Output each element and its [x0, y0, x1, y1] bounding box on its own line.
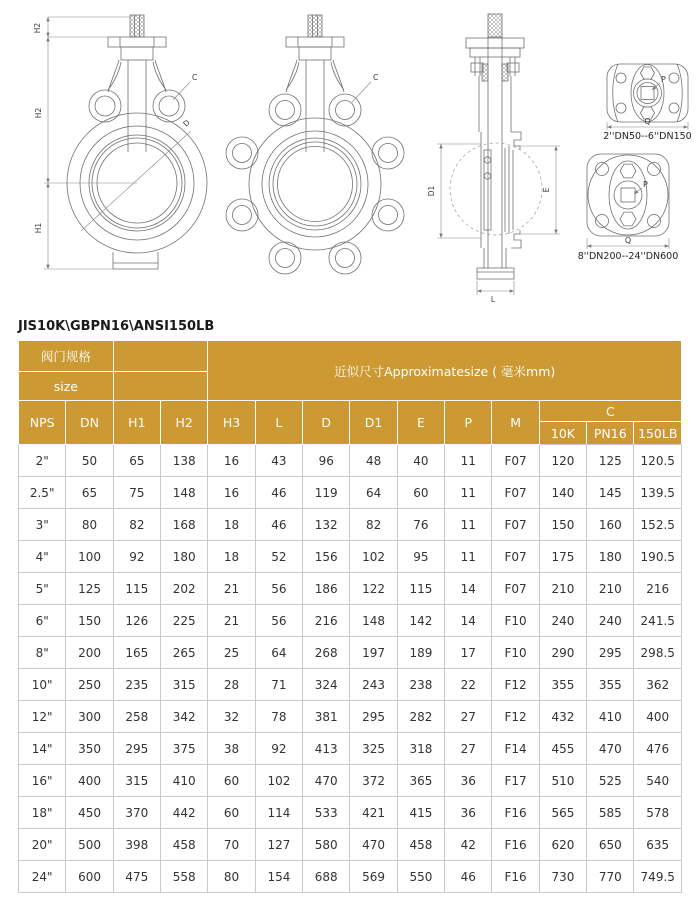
- col-header-h3: H3: [208, 401, 255, 445]
- table-cell: 28: [208, 669, 255, 701]
- table-cell: 14: [445, 605, 492, 637]
- table-cell: 48: [350, 445, 397, 477]
- col-header-dn: DN: [66, 401, 113, 445]
- table-cell: 450: [66, 797, 113, 829]
- wafer-valve-dimensions: [44, 17, 191, 269]
- table-cell: 17: [445, 637, 492, 669]
- table-cell: 80: [66, 509, 113, 541]
- table-cell: 295: [350, 701, 397, 733]
- header-empty-top: [113, 341, 208, 372]
- table-cell: F12: [492, 669, 539, 701]
- table-cell: 60: [397, 477, 444, 509]
- table-cell: 168: [161, 509, 208, 541]
- table-cell: 122: [350, 573, 397, 605]
- table-cell: 16: [208, 477, 255, 509]
- table-cell: 22: [445, 669, 492, 701]
- table-row: [19, 861, 682, 893]
- table-cell: 186: [303, 573, 350, 605]
- table-cell: 52: [255, 541, 302, 573]
- table-cell: 11: [445, 509, 492, 541]
- table-cell: F07: [492, 509, 539, 541]
- lug-valve-dimensions: [352, 82, 371, 102]
- table-cell: 50: [66, 445, 113, 477]
- table-cell: 36: [445, 765, 492, 797]
- table-cell: 65: [66, 477, 113, 509]
- table-cell: 32: [208, 701, 255, 733]
- table-cell: 476: [634, 733, 682, 765]
- table-cell: 125: [66, 573, 113, 605]
- table-cell: 298.5: [634, 637, 682, 669]
- table-cell: 14: [445, 573, 492, 605]
- table-row: [19, 669, 682, 701]
- wafer-valve-front-view: [67, 15, 207, 269]
- table-cell: 75: [113, 477, 160, 509]
- table-cell: 243: [350, 669, 397, 701]
- table-cell: 100: [66, 541, 113, 573]
- table-cell: 365: [397, 765, 444, 797]
- table-cell: 46: [445, 861, 492, 893]
- table-cell: 11: [445, 477, 492, 509]
- dim-label-e: E: [542, 187, 551, 193]
- table-cell: 140: [539, 477, 586, 509]
- table-cell: 175: [539, 541, 586, 573]
- table-cell: 295: [587, 637, 634, 669]
- table-cell: 240: [587, 605, 634, 637]
- table-cell: F10: [492, 605, 539, 637]
- table-cell: 80: [208, 861, 255, 893]
- table-cell: 38: [208, 733, 255, 765]
- table-cell: 152.5: [634, 509, 682, 541]
- col-header-d1: D1: [350, 401, 397, 445]
- table-cell: 400: [634, 701, 682, 733]
- table-cell: 190.5: [634, 541, 682, 573]
- table-cell: 578: [634, 797, 682, 829]
- table-cell: 200: [66, 637, 113, 669]
- col-header-10k: 10K: [539, 422, 586, 445]
- table-body: [19, 445, 682, 893]
- dim-label-h2-top: H2: [33, 22, 42, 34]
- table-cell: 550: [397, 861, 444, 893]
- table-cell: 282: [397, 701, 444, 733]
- table-cell: 165: [113, 637, 160, 669]
- table-cell: 265: [161, 637, 208, 669]
- table-cell: 82: [113, 509, 160, 541]
- table-cell: 56: [255, 573, 302, 605]
- table-title: JIS10K\GBPN16\ANSI150LB: [18, 319, 215, 334]
- technical-drawings: [0, 0, 700, 312]
- table-cell: 398: [113, 829, 160, 861]
- table-cell: F16: [492, 829, 539, 861]
- table-cell: 119: [303, 477, 350, 509]
- table-cell: 500: [66, 829, 113, 861]
- table-cell: 14": [19, 733, 66, 765]
- table-row: [19, 701, 682, 733]
- table-cell: 180: [587, 541, 634, 573]
- table-cell: 11: [445, 541, 492, 573]
- dim-label-d: D: [181, 117, 192, 129]
- table-cell: F07: [492, 573, 539, 605]
- table-cell: 400: [66, 765, 113, 797]
- table-cell: 470: [303, 765, 350, 797]
- col-header-h2: H2: [161, 401, 208, 445]
- table-cell: 126: [113, 605, 160, 637]
- table-cell: F12: [492, 701, 539, 733]
- table-cell: 42: [445, 829, 492, 861]
- table-cell: 355: [587, 669, 634, 701]
- table-cell: 770: [587, 861, 634, 893]
- table-row: [19, 637, 682, 669]
- table-row: [19, 573, 682, 605]
- table-cell: 6": [19, 605, 66, 637]
- table-cell: F16: [492, 861, 539, 893]
- table-cell: 510: [539, 765, 586, 797]
- table-cell: 258: [113, 701, 160, 733]
- col-header-m: M: [492, 401, 539, 445]
- dim-label-h2: H2: [34, 107, 43, 119]
- table-cell: 240: [539, 605, 586, 637]
- table-cell: 410: [161, 765, 208, 797]
- table-row: [19, 541, 682, 573]
- header-empty-bottom: [113, 372, 208, 401]
- table-cell: 342: [161, 701, 208, 733]
- table-cell: 150: [539, 509, 586, 541]
- table-cell: 475: [113, 861, 160, 893]
- table-row: [19, 477, 682, 509]
- table-cell: 96: [303, 445, 350, 477]
- table-cell: 160: [587, 509, 634, 541]
- table-row: [19, 765, 682, 797]
- table-row: [19, 445, 682, 477]
- table-cell: 154: [255, 861, 302, 893]
- table-cell: 102: [255, 765, 302, 797]
- table-row: [19, 509, 682, 541]
- table-cell: 56: [255, 605, 302, 637]
- table-cell: 458: [161, 829, 208, 861]
- table-cell: 120: [539, 445, 586, 477]
- dim-label-p-small: P: [661, 75, 666, 84]
- table-cell: 533: [303, 797, 350, 829]
- table-cell: 156: [303, 541, 350, 573]
- table-cell: 350: [66, 733, 113, 765]
- col-header-c-group: C: [539, 401, 681, 422]
- table-cell: 138: [161, 445, 208, 477]
- table-cell: 71: [255, 669, 302, 701]
- dim-label-p-large: P: [643, 180, 648, 189]
- table-cell: 8": [19, 637, 66, 669]
- table-cell: 78: [255, 701, 302, 733]
- table-cell: 180: [161, 541, 208, 573]
- mounting-pad-large-top-view: [587, 154, 669, 236]
- table-cell: 189: [397, 637, 444, 669]
- table-cell: 10": [19, 669, 66, 701]
- table-cell: 565: [539, 797, 586, 829]
- valve-drawings-svg: [0, 0, 700, 312]
- table-cell: 216: [634, 573, 682, 605]
- table-cell: 315: [113, 765, 160, 797]
- table-cell: 46: [255, 477, 302, 509]
- col-header-nps: NPS: [19, 401, 66, 445]
- table-cell: 60: [208, 765, 255, 797]
- table-cell: 355: [539, 669, 586, 701]
- table-cell: 76: [397, 509, 444, 541]
- table-cell: 216: [303, 605, 350, 637]
- table-cell: 18": [19, 797, 66, 829]
- table-cell: 421: [350, 797, 397, 829]
- table-cell: 241.5: [634, 605, 682, 637]
- table-cell: 250: [66, 669, 113, 701]
- table-cell: 64: [350, 477, 397, 509]
- dim-label-l: L: [490, 295, 496, 304]
- table-cell: 202: [161, 573, 208, 605]
- dimension-table: [18, 340, 682, 893]
- table-cell: 46: [255, 509, 302, 541]
- pad-large-caption: 8''DN200--24''DN600: [577, 251, 679, 262]
- table-cell: 442: [161, 797, 208, 829]
- table-cell: 102: [350, 541, 397, 573]
- table-cell: 325: [350, 733, 397, 765]
- table-cell: 70: [208, 829, 255, 861]
- table-cell: 268: [303, 637, 350, 669]
- valve-side-section-view: [450, 14, 542, 279]
- header-spec-label: 阀门规格: [19, 341, 114, 372]
- col-header-p: P: [445, 401, 492, 445]
- table-cell: 12": [19, 701, 66, 733]
- col-header-l: L: [255, 401, 302, 445]
- table-cell: 558: [161, 861, 208, 893]
- table-cell: 197: [350, 637, 397, 669]
- table-cell: 43: [255, 445, 302, 477]
- table-cell: 18: [208, 509, 255, 541]
- table-row: [19, 605, 682, 637]
- table-cell: 318: [397, 733, 444, 765]
- table-cell: 372: [350, 765, 397, 797]
- mounting-pad-small-top-view: [607, 64, 688, 122]
- table-cell: 238: [397, 669, 444, 701]
- table-cell: 25: [208, 637, 255, 669]
- table-cell: F16: [492, 797, 539, 829]
- table-cell: 225: [161, 605, 208, 637]
- table-cell: 290: [539, 637, 586, 669]
- table-cell: 413: [303, 733, 350, 765]
- table-section: [0, 319, 700, 893]
- table-cell: 27: [445, 733, 492, 765]
- dim-label-q-large: Q: [624, 236, 632, 245]
- table-cell: 21: [208, 605, 255, 637]
- table-cell: 2.5": [19, 477, 66, 509]
- table-row: [19, 733, 682, 765]
- table-cell: 139.5: [634, 477, 682, 509]
- table-cell: F07: [492, 541, 539, 573]
- header-size-label: size: [19, 372, 114, 401]
- table-cell: 375: [161, 733, 208, 765]
- table-cell: 92: [255, 733, 302, 765]
- table-cell: 24": [19, 861, 66, 893]
- table-cell: 148: [161, 477, 208, 509]
- table-cell: 82: [350, 509, 397, 541]
- table-cell: 569: [350, 861, 397, 893]
- dim-label-q-small: Q: [644, 117, 651, 126]
- dim-label-h1: H1: [34, 222, 43, 234]
- table-row: [19, 829, 682, 861]
- table-cell: 3": [19, 509, 66, 541]
- lug-bolt-lobes: [226, 94, 404, 274]
- pad-small-caption: 2''DN50--6''DN150: [603, 131, 692, 142]
- table-cell: 5": [19, 573, 66, 605]
- table-cell: 127: [255, 829, 302, 861]
- table-cell: 21: [208, 573, 255, 605]
- table-cell: 142: [397, 605, 444, 637]
- col-header-d: D: [303, 401, 350, 445]
- table-cell: 92: [113, 541, 160, 573]
- header-approx-label: 近似尺寸Approximatesize ( 毫米mm): [208, 341, 682, 401]
- table-cell: 650: [587, 829, 634, 861]
- table-cell: 210: [587, 573, 634, 605]
- table-cell: 620: [539, 829, 586, 861]
- table-cell: 120.5: [634, 445, 682, 477]
- table-cell: F14: [492, 733, 539, 765]
- table-cell: 370: [113, 797, 160, 829]
- mounting-bolts: [471, 57, 519, 76]
- table-cell: 324: [303, 669, 350, 701]
- table-cell: 210: [539, 573, 586, 605]
- col-header-e: E: [397, 401, 444, 445]
- table-cell: F10: [492, 637, 539, 669]
- dim-label-d1: D1: [427, 185, 436, 197]
- table-cell: 300: [66, 701, 113, 733]
- table-cell: F17: [492, 765, 539, 797]
- table-cell: 2": [19, 445, 66, 477]
- table-cell: 114: [255, 797, 302, 829]
- table-cell: 115: [397, 573, 444, 605]
- table-cell: 40: [397, 445, 444, 477]
- table-cell: 525: [587, 765, 634, 797]
- table-cell: 132: [303, 509, 350, 541]
- col-header-h1: H1: [113, 401, 160, 445]
- table-cell: 27: [445, 701, 492, 733]
- table-cell: 381: [303, 701, 350, 733]
- table-cell: 688: [303, 861, 350, 893]
- table-cell: 458: [397, 829, 444, 861]
- table-cell: 600: [66, 861, 113, 893]
- table-cell: 749.5: [634, 861, 682, 893]
- table-cell: 362: [634, 669, 682, 701]
- table-cell: 95: [397, 541, 444, 573]
- table-cell: 235: [113, 669, 160, 701]
- table-cell: 20": [19, 829, 66, 861]
- table-row: [19, 797, 682, 829]
- dim-label-c-wafer: C: [192, 73, 198, 82]
- table-cell: 145: [587, 477, 634, 509]
- col-header-pn16: PN16: [587, 422, 634, 445]
- table-cell: 432: [539, 701, 586, 733]
- col-header-150lb: 150LB: [634, 422, 682, 445]
- table-cell: 635: [634, 829, 682, 861]
- table-cell: 585: [587, 797, 634, 829]
- table-cell: 16": [19, 765, 66, 797]
- table-cell: 65: [113, 445, 160, 477]
- lug-valve-front-view: [226, 15, 404, 274]
- table-cell: 150: [66, 605, 113, 637]
- table-cell: F07: [492, 477, 539, 509]
- table-cell: 18: [208, 541, 255, 573]
- table-cell: F07: [492, 445, 539, 477]
- table-cell: 115: [113, 573, 160, 605]
- dim-label-c-lug: C: [373, 73, 379, 82]
- table-cell: 580: [303, 829, 350, 861]
- table-cell: 415: [397, 797, 444, 829]
- table-cell: 470: [587, 733, 634, 765]
- table-cell: 410: [587, 701, 634, 733]
- table-cell: 60: [208, 797, 255, 829]
- table-cell: 470: [350, 829, 397, 861]
- table-header: [19, 341, 682, 445]
- table-cell: 148: [350, 605, 397, 637]
- table-cell: 295: [113, 733, 160, 765]
- table-cell: 125: [587, 445, 634, 477]
- table-cell: 315: [161, 669, 208, 701]
- table-cell: 11: [445, 445, 492, 477]
- table-cell: 455: [539, 733, 586, 765]
- table-cell: 730: [539, 861, 586, 893]
- table-cell: 36: [445, 797, 492, 829]
- table-cell: 64: [255, 637, 302, 669]
- table-cell: 540: [634, 765, 682, 797]
- table-cell: 4": [19, 541, 66, 573]
- table-cell: 16: [208, 445, 255, 477]
